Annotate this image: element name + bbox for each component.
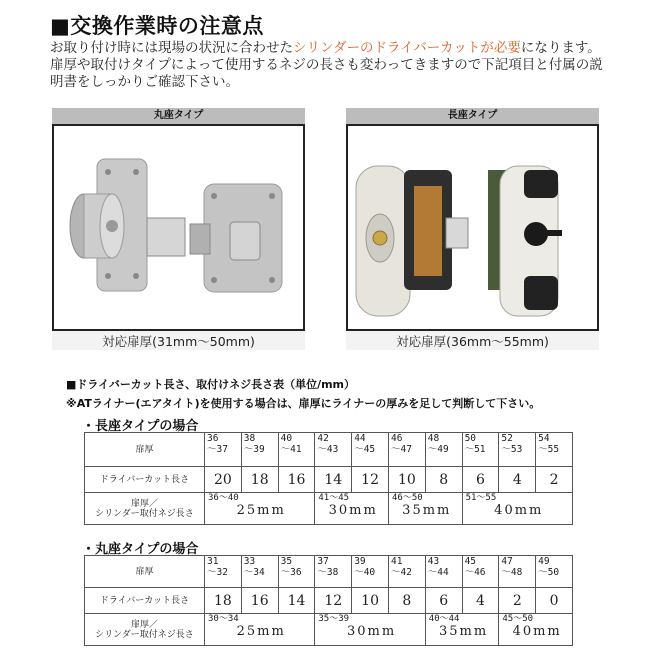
panel-label: 丸座タイプ bbox=[52, 108, 305, 124]
page-title: ■交換作業時の注意点 bbox=[50, 14, 264, 38]
cut-cell: 2 bbox=[499, 588, 536, 614]
intro-text-pre: お取り付け時には現場の状況に合わせた bbox=[50, 40, 293, 56]
cut-cell: 20 bbox=[205, 467, 242, 493]
panel-caption: 対応扉厚(31mm～50mm) bbox=[102, 334, 255, 349]
thickness-cell: 37 ～38 bbox=[315, 556, 352, 588]
cut-cell: 6 bbox=[462, 467, 499, 493]
cut-cell: 2 bbox=[536, 467, 573, 493]
thickness-cell: 38 ～39 bbox=[241, 433, 278, 467]
screw-cell: 36～40 25mm bbox=[205, 493, 315, 525]
cut-cell: 8 bbox=[425, 467, 462, 493]
thickness-cell: 44 ～45 bbox=[352, 433, 389, 467]
screw-row bbox=[85, 614, 573, 646]
long-type-table bbox=[84, 432, 573, 525]
thickness-label: 扉厚 bbox=[85, 433, 205, 467]
round-type-table bbox=[84, 555, 573, 646]
cut-cell: 4 bbox=[499, 467, 536, 493]
thickness-row bbox=[85, 556, 573, 588]
thickness-cell: 47 ～48 bbox=[499, 556, 536, 588]
cut-cell: 14 bbox=[315, 467, 352, 493]
cut-cell: 4 bbox=[462, 588, 499, 614]
screw-cell: 51～55 40mm bbox=[462, 493, 572, 525]
panel-caption: 対応扉厚(36mm～55mm) bbox=[396, 334, 549, 349]
cut-cell: 16 bbox=[278, 467, 315, 493]
round-table-title: ・丸座タイプの場合 bbox=[82, 542, 199, 557]
table-heading: ■ドライバーカット長さ、取付けネジ長さ表（単位/mm） bbox=[66, 378, 356, 391]
screw-label: 扉厚／ シリンダー取付ネジ長さ bbox=[85, 493, 205, 525]
intro-text-post: になります。扉厚や取付けタイプによって使用するネジの長さも変わってきますので下記項目と付属の説明書をしっかりご確認下さい。 bbox=[50, 40, 603, 90]
screw-cell: 30～34 25mm bbox=[205, 614, 315, 646]
thickness-cell: 40 ～41 bbox=[278, 433, 315, 467]
cut-cell: 18 bbox=[241, 467, 278, 493]
cut-row bbox=[85, 588, 573, 614]
cut-cell: 6 bbox=[425, 588, 462, 614]
thickness-cell: 36 ～37 bbox=[205, 433, 242, 467]
screw-cell: 46～50 35mm bbox=[388, 493, 462, 525]
long-table-title: ・長座タイプの場合 bbox=[82, 419, 199, 434]
cut-cell: 10 bbox=[352, 588, 389, 614]
long-base-lock-photo bbox=[346, 124, 599, 331]
screw-cell: 35～39 30mm bbox=[315, 614, 425, 646]
thickness-cell: 49 ～50 bbox=[536, 556, 573, 588]
thickness-cell: 42 ～43 bbox=[315, 433, 352, 467]
thickness-cell: 39 ～40 bbox=[352, 556, 389, 588]
cut-cell: 14 bbox=[278, 588, 315, 614]
screw-cell: 45～50 40mm bbox=[499, 614, 573, 646]
cut-label: ドライバーカット長さ bbox=[85, 467, 205, 493]
screw-row bbox=[85, 493, 573, 525]
screw-cell: 40～44 35mm bbox=[425, 614, 499, 646]
liner-note: ※ATライナー(エアタイト)を使用する場合は、扉厚にライナーの厚みを足して判断して下さい。 bbox=[66, 397, 541, 410]
thickness-cell: 48 ～49 bbox=[425, 433, 462, 467]
thickness-cell: 31 ～32 bbox=[205, 556, 242, 588]
thickness-cell: 46 ～47 bbox=[388, 433, 425, 467]
thickness-cell: 43 ～44 bbox=[425, 556, 462, 588]
cut-cell: 10 bbox=[388, 467, 425, 493]
long-base-panel bbox=[346, 108, 599, 350]
intro-highlight: シリンダーのドライバーカットが必要 bbox=[293, 40, 521, 56]
cut-cell: 18 bbox=[205, 588, 242, 614]
intro-text bbox=[50, 40, 610, 91]
thickness-row bbox=[85, 433, 573, 467]
cut-row bbox=[85, 467, 573, 493]
cut-cell: 0 bbox=[536, 588, 573, 614]
thickness-cell: 52 ～53 bbox=[499, 433, 536, 467]
screw-label: 扉厚／ シリンダー取付ネジ長さ bbox=[85, 614, 205, 646]
round-base-panel bbox=[52, 108, 305, 350]
cut-label: ドライバーカット長さ bbox=[85, 588, 205, 614]
cut-cell: 16 bbox=[241, 588, 278, 614]
round-base-lock-photo bbox=[52, 124, 305, 331]
thickness-cell: 41 ～42 bbox=[388, 556, 425, 588]
panel-label: 長座タイプ bbox=[346, 108, 599, 124]
thickness-label: 扉厚 bbox=[85, 556, 205, 588]
thickness-cell: 45 ～46 bbox=[462, 556, 499, 588]
cut-cell: 12 bbox=[315, 588, 352, 614]
thickness-cell: 50 ～51 bbox=[462, 433, 499, 467]
screw-cell: 41～45 30mm bbox=[315, 493, 389, 525]
cut-cell: 12 bbox=[352, 467, 389, 493]
thickness-cell: 54 ～55 bbox=[536, 433, 573, 467]
cut-cell: 8 bbox=[388, 588, 425, 614]
thickness-cell: 35 ～36 bbox=[278, 556, 315, 588]
thickness-cell: 33 ～34 bbox=[241, 556, 278, 588]
